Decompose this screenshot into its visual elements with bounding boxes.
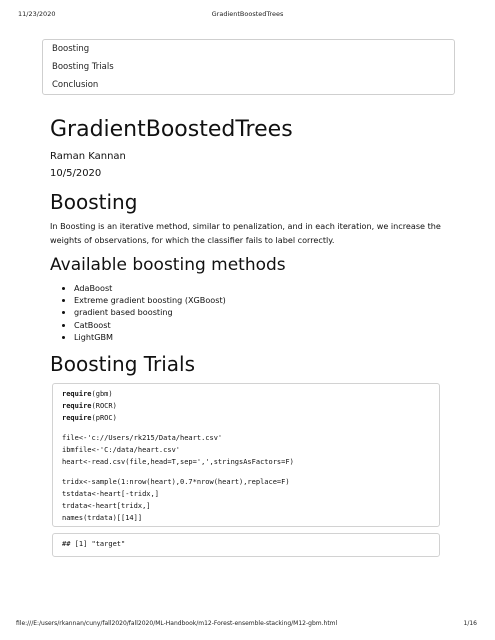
- list-item: • CatBoost: [74, 319, 226, 331]
- code-output-block: [52, 533, 440, 557]
- methods-list: [60, 282, 226, 343]
- section-heading-boosting-trials: Boosting Trials: [50, 352, 196, 376]
- code-line-require-proc: [62, 414, 117, 422]
- code-keyword: require: [62, 414, 92, 422]
- list-item: • gradient based boosting: [74, 306, 226, 318]
- print-title: GradientBoostedTrees: [211, 10, 284, 18]
- list-item: • AdaBoost: [74, 282, 226, 294]
- code-output-line: ## [1] "target": [62, 540, 126, 548]
- toc-item-conclusion[interactable]: Conclusion: [52, 80, 99, 90]
- toc-item-boosting[interactable]: Boosting: [52, 44, 90, 54]
- list-item: • LightGBM: [74, 331, 226, 343]
- document-author: Raman Kannan: [50, 151, 126, 162]
- code-arg: (pROC): [91, 414, 117, 422]
- code-line-require-gbm: [62, 390, 113, 398]
- table-of-contents: [42, 39, 455, 95]
- document-date: 10/5/2020: [50, 168, 102, 179]
- code-line: heart<-read.csv(file,head=T,sep=',',stringsAsFactors=F): [62, 458, 294, 466]
- boosting-paragraph: In Boosting is an iterative method, similar to penalization, and in each iteration, we increase the weights of observations, for which the classifier fails to label correctly.: [50, 221, 441, 245]
- code-line-require-rocr: [62, 402, 117, 410]
- code-line: ibmfile<-'C:/data/heart.csv': [62, 446, 181, 454]
- code-keyword: require: [62, 390, 92, 398]
- print-date: 11/23/2020: [18, 10, 56, 18]
- list-item: • Extreme gradient boosting (XGBoost): [74, 294, 226, 306]
- code-line: names(trdata)[[14]]: [62, 514, 143, 522]
- section-heading-boosting: Boosting: [50, 190, 138, 214]
- code-line: tstdata<-heart[-tridx,]: [62, 490, 159, 498]
- code-line: tridx<-sample(1:nrow(heart),0.7*nrow(heart),replace=F): [62, 478, 290, 486]
- print-url: file:///E:/users/rkannan/cuny/fall2020/fall2020/ML-Handbook/m12-Forest-ensemble-stacking/M12-gbm.html: [16, 620, 338, 627]
- section-heading-methods: Available boosting methods: [50, 255, 286, 275]
- document-title: GradientBoostedTrees: [50, 117, 293, 142]
- code-line: file<-'c://Users/rk215/Data/heart.csv': [62, 434, 223, 442]
- code-block: [52, 383, 440, 527]
- code-arg: (gbm): [91, 390, 113, 398]
- page-number: 1/16: [463, 620, 477, 627]
- code-keyword: require: [62, 402, 92, 410]
- code-line: trdata<-heart[tridx,]: [62, 502, 151, 510]
- code-arg: (ROCR): [91, 402, 117, 410]
- toc-item-boosting-trials[interactable]: Boosting Trials: [52, 62, 114, 72]
